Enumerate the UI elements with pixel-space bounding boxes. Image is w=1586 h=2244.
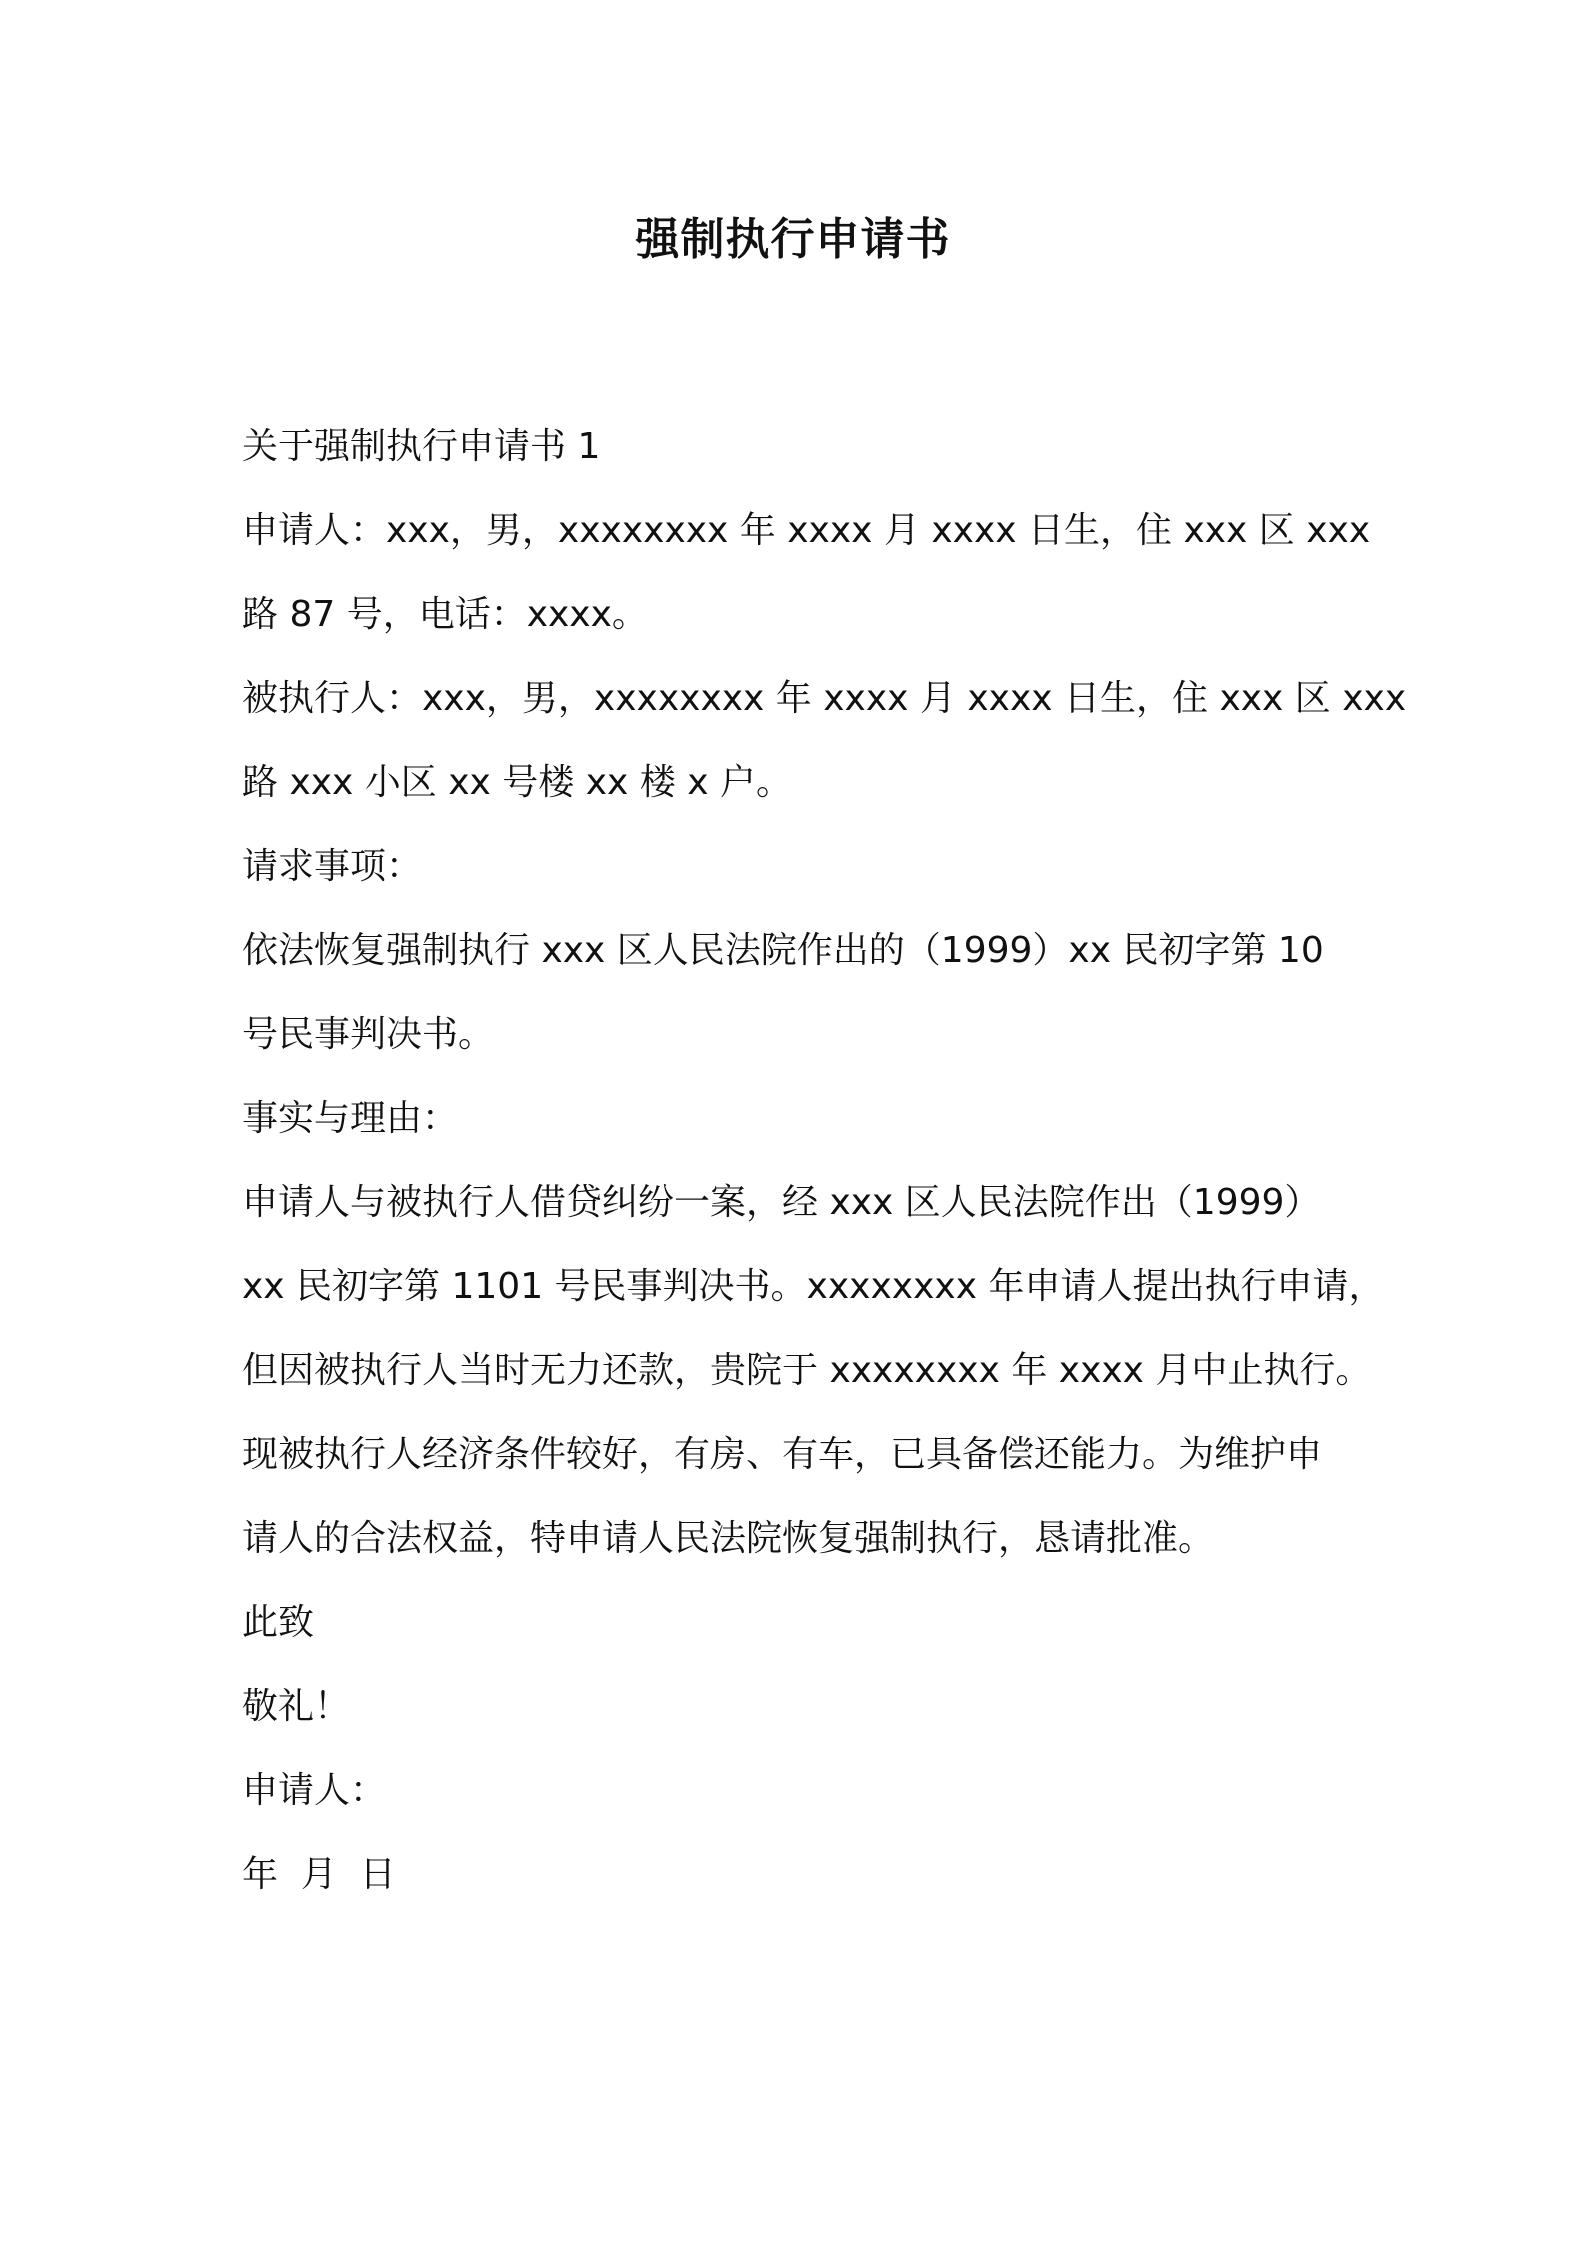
requests-heading: 请求事项：: [242, 846, 423, 887]
document-title: 强制执行申请书: [635, 214, 951, 265]
signature-line: 申请人：: [242, 1770, 387, 1811]
date-line: 年 月 日: [242, 1854, 396, 1895]
applicant-line-1: 申请人：xxx，男，xxxxxxxx 年 xxxx 月 xxxx 日生，住 xxx 区 xxx: [242, 510, 1371, 551]
facts-heading: 事实与理由：: [242, 1098, 459, 1139]
closing-line-1: 此致: [242, 1602, 315, 1643]
requests-line-1: 依法恢复强制执行 xxx 区人民法院作出的（1999）xx 民初字第 10: [242, 930, 1324, 971]
document-body: [242, 405, 1407, 1917]
facts-line-3: 但因被执行人当时无力还款，贵院于 xxxxxxxx 年 xxxx 月中止执行。: [242, 1350, 1372, 1391]
facts-line-4: 现被执行人经济条件较好，有房、有车，已具备偿还能力。为维护申: [242, 1434, 1323, 1475]
closing-line-2: 敬礼！: [242, 1686, 351, 1727]
facts-line-1: 申请人与被执行人借贷纠纷一案，经 xxx 区人民法院作出（1999）: [242, 1182, 1321, 1223]
respondent-line-2: 路 xxx 小区 xx 号楼 xx 楼 x 户。: [242, 762, 792, 803]
facts-line-5: 请人的合法权益，特申请人民法院恢复强制执行，恳请批准。: [242, 1518, 1215, 1559]
requests-line-2: 号民事判决书。: [242, 1014, 495, 1055]
applicant-line-2: 路 87 号，电话：xxxx。: [242, 594, 648, 635]
respondent-line-1: 被执行人：xxx，男，xxxxxxxx 年 xxxx 月 xxxx 日生，住 xxx 区 xxx: [242, 678, 1407, 719]
subtitle-line: 关于强制执行申请书 1: [242, 426, 601, 467]
facts-line-2: xx 民初字第 1101 号民事判决书。xxxxxxxx 年申请人提出执行申请，: [242, 1266, 1385, 1307]
